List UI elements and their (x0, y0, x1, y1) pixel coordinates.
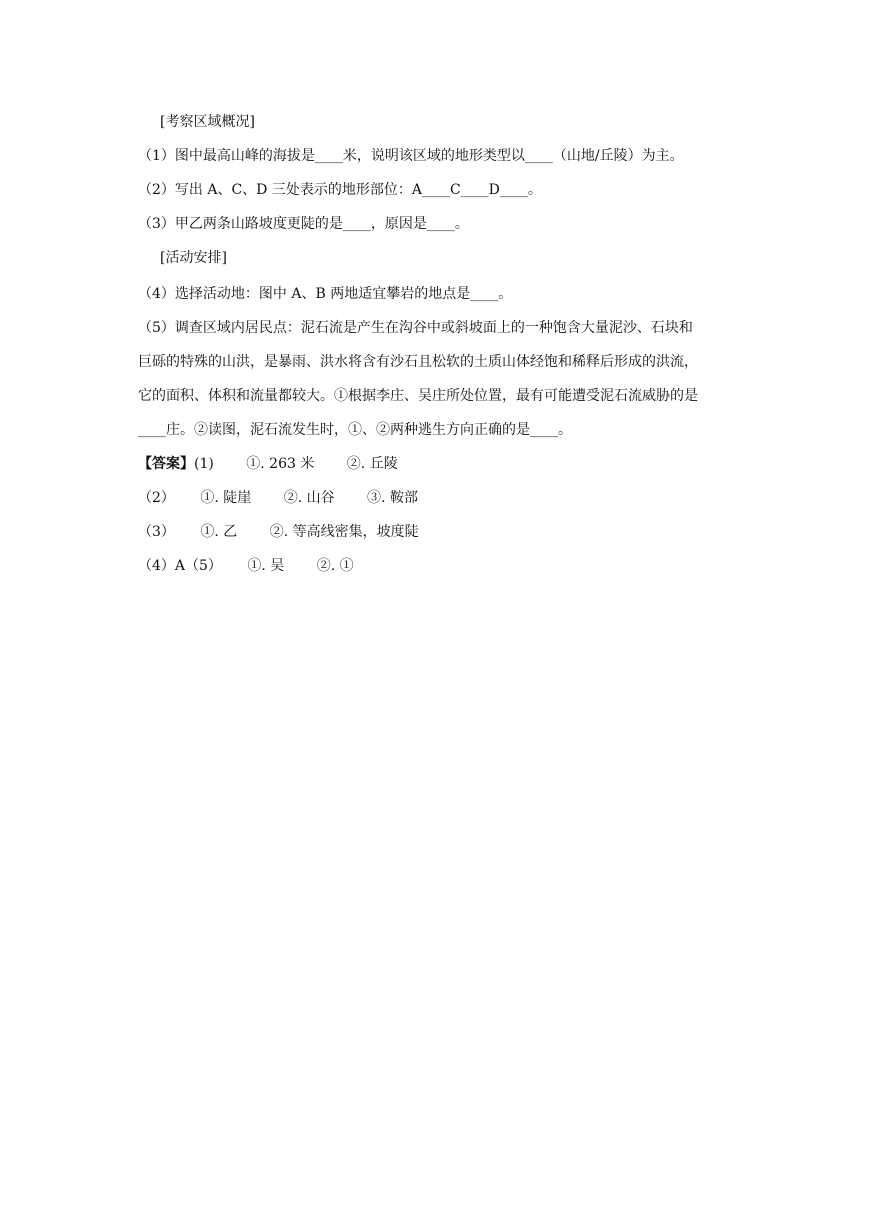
question-5-line-4: ____庄。②读图，泥石流发生时，①、②两种逃生方向正确的是____。 (138, 422, 572, 438)
question-5-line-3: 它的面积、体积和流量都较大。①根据李庄、吴庄所处位置，最有可能遭受泥石流威胁的是 (138, 388, 698, 404)
question-4: （4）选择活动地：图中 A、B 两地适宜攀岩的地点是____。 (138, 286, 513, 302)
section-survey-heading: [考察区域概况] (160, 114, 255, 130)
answer-4: （4）A（5） ①. 吴 ②. ① (138, 558, 354, 574)
question-3: （3）甲乙两条山路坡度更陡的是____，原因是____。 (138, 216, 469, 232)
answer-1: (1) ①. 263 米 ②. 丘陵 (194, 456, 398, 472)
section-activity-heading: [活动安排] (160, 250, 227, 266)
question-5-line-2: 巨砾的特殊的山洪，是暴雨、洪水将含有沙石且松软的土质山体经饱和稀释后形成的洪流， (138, 354, 698, 370)
answer-3: （3） ①. 乙 ②. 等高线密集，坡度陡 (138, 524, 419, 540)
answer-2: （2） ①. 陡崖 ②. 山谷 ③. 鞍部 (138, 490, 418, 506)
question-2: （2）写出 A、C、D 三处表示的地形部位：A____C____D____。 (138, 182, 542, 198)
answer-line-1 (138, 454, 398, 474)
question-1: （1）图中最高山峰的海拔是____米，说明该区域的地形类型以____（山地/丘陵）为主。 (138, 148, 684, 164)
question-5-line-1: （5）调查区域内居民点：泥石流是产生在沟谷中或斜坡面上的一种饱含大量泥沙、石块和 (138, 320, 693, 336)
answer-label: 【答案】 (138, 456, 194, 472)
